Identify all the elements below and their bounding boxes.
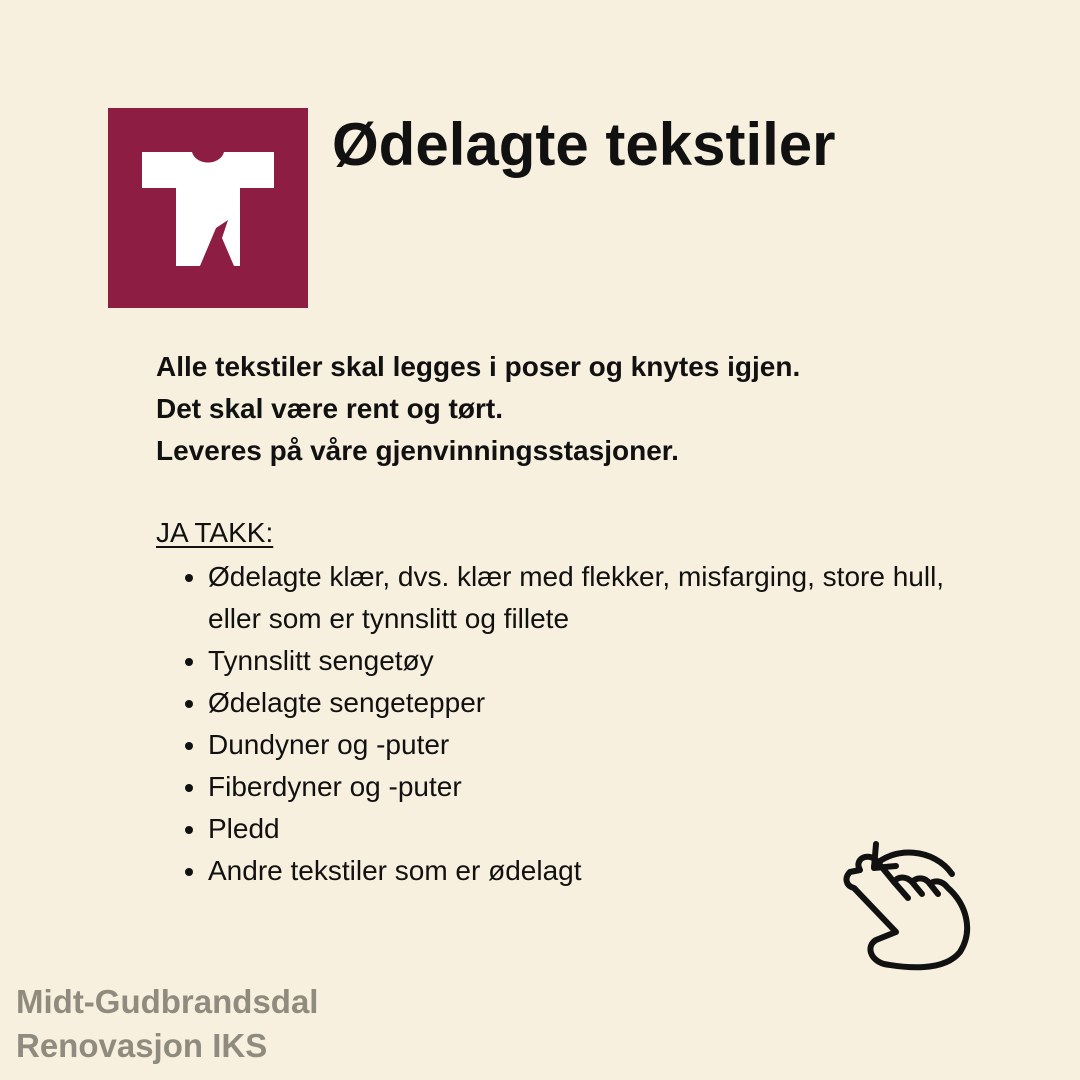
- list-item: • Ødelagte sengetepper: [208, 682, 988, 724]
- organization-name: [16, 980, 318, 1068]
- list-item: • Pledd: [208, 808, 988, 850]
- swipe-back-hand-icon: [836, 836, 976, 981]
- list-item: • Tynnslitt sengetøy: [208, 640, 988, 682]
- list-item: • Ødelagte klær, dvs. klær med flekker, misfarging, store hull, eller som er tynnslitt og fillete: [208, 556, 988, 640]
- list-item: • Fiberdyner og -puter: [208, 766, 988, 808]
- torn-shirt-icon: [108, 108, 308, 308]
- category-icon-tile: [108, 108, 308, 308]
- intro-text: [156, 346, 1016, 472]
- intro-line: Det skal være rent og tørt.: [156, 393, 503, 424]
- list-item: • Dundyner og -puter: [208, 724, 988, 766]
- page-title: Ødelagte tekstiler: [332, 111, 836, 178]
- accepted-heading: JA TAKK:: [156, 517, 274, 548]
- org-line: Midt-Gudbrandsdal: [16, 983, 319, 1020]
- list-item: • Andre tekstiler som er ødelagt: [208, 850, 988, 892]
- intro-line: Alle tekstiler skal legges i poser og knytes igjen.: [156, 351, 801, 382]
- intro-line: Leveres på våre gjenvinningsstasjoner.: [156, 435, 679, 466]
- org-line: Renovasjon IKS: [16, 1027, 268, 1064]
